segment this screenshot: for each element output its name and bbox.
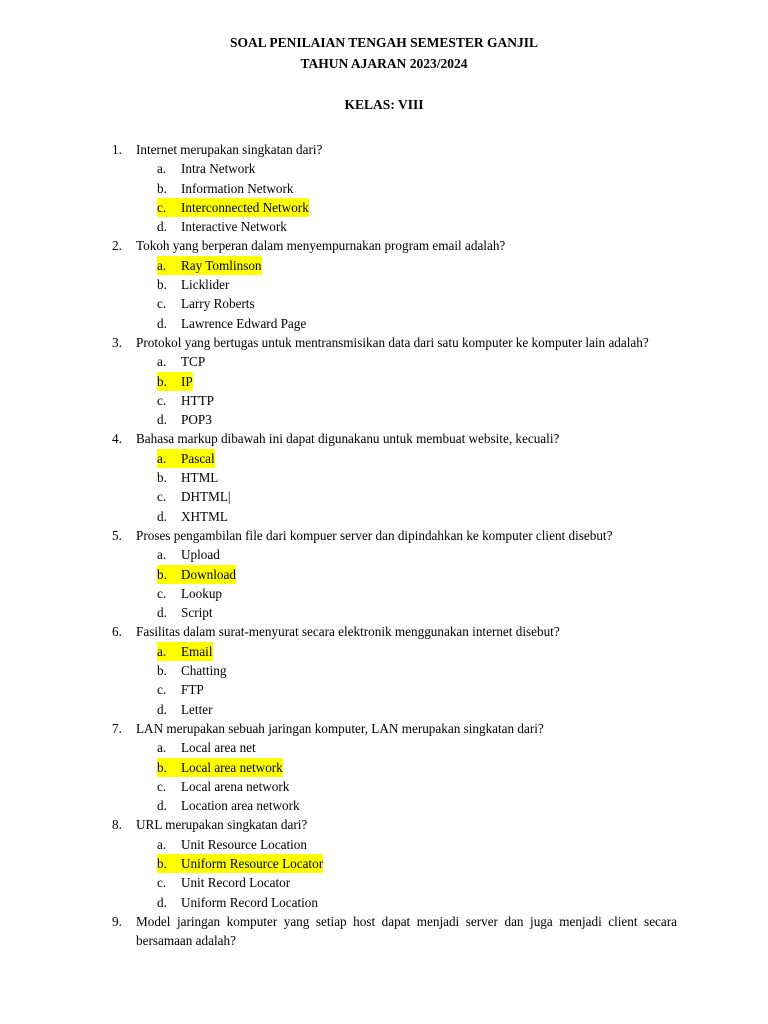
option-letter: d. — [157, 798, 167, 814]
option-letter: a. — [157, 643, 167, 659]
option-letter: c. — [157, 875, 167, 891]
option-letter: a. — [157, 740, 167, 756]
option-item — [0, 410, 768, 429]
option-text: Email — [181, 643, 213, 659]
option-text: XHTML — [181, 508, 228, 524]
option-item — [0, 217, 768, 236]
option-content — [157, 410, 212, 429]
option-item — [0, 275, 768, 294]
option-content — [157, 893, 318, 912]
option-text: TCP — [181, 354, 206, 370]
option-text: POP3 — [181, 412, 212, 428]
option-item — [0, 854, 768, 873]
option-letter: d. — [157, 315, 167, 331]
academic-year: TAHUN AJARAN 2023/2024 — [300, 56, 468, 71]
option-content — [157, 680, 204, 699]
option-letter: c. — [157, 489, 167, 505]
option-letter: d. — [157, 605, 167, 621]
option-content — [157, 391, 214, 410]
option-content — [157, 584, 222, 603]
option-item — [0, 680, 768, 699]
option-item — [0, 700, 768, 719]
option-text: Unit Record Locator — [181, 875, 291, 891]
option-letter: b. — [157, 180, 167, 196]
option-item — [0, 738, 768, 757]
option-letter: c. — [157, 392, 167, 408]
question-number: 4. — [112, 431, 122, 447]
option-letter: a. — [157, 450, 167, 466]
option-letter: c. — [157, 296, 167, 312]
option-letter: c. — [157, 585, 167, 601]
option-text: Ray Tomlinson — [181, 257, 262, 273]
option-item — [0, 198, 768, 217]
option-content — [157, 700, 212, 719]
option-item — [0, 487, 768, 506]
option-item — [0, 661, 768, 680]
question-text: URL merupakan singkatan dari? — [136, 817, 308, 833]
option-content — [157, 738, 256, 757]
option-text: Licklider — [181, 277, 230, 293]
question-number: 2. — [112, 238, 122, 254]
option-letter: c. — [157, 778, 167, 794]
option-letter: b. — [157, 759, 167, 775]
option-content — [157, 835, 307, 854]
option-item — [0, 777, 768, 796]
question-text: Proses pengambilan file dari kompuer server dan dipindahkan ke komputer client disebut? — [136, 527, 613, 543]
option-text: FTP — [181, 682, 204, 698]
option-letter: b. — [157, 566, 167, 582]
option-content — [157, 294, 255, 313]
option-content — [157, 777, 289, 796]
class-label: KELAS: VIII — [344, 97, 424, 112]
option-item — [0, 372, 768, 391]
question-text: Fasilitas dalam surat-menyurat secara elektronik menggunakan internet disebut? — [136, 624, 560, 640]
option-content — [157, 314, 306, 333]
option-text: Upload — [181, 547, 220, 563]
option-letter: a. — [157, 547, 167, 563]
option-text: Download — [181, 566, 236, 582]
option-content — [157, 545, 220, 564]
option-text: HTTP — [181, 392, 214, 408]
question-6 — [0, 622, 768, 641]
option-letter: a. — [157, 354, 167, 370]
option-item — [0, 873, 768, 892]
option-text: Local area network — [181, 759, 283, 775]
highlighted-answer — [157, 642, 213, 661]
option-text: Intra Network — [181, 161, 256, 177]
option-content — [157, 352, 205, 371]
option-text: Lookup — [181, 585, 223, 601]
question-number: 3. — [112, 334, 122, 350]
option-content — [157, 487, 231, 506]
question-text: Protokol yang bertugas untuk mentransmisikan data dari satu komputer ke komputer lain adalah? — [136, 334, 649, 350]
option-text: DHTML| — [181, 489, 231, 505]
option-letter: c. — [157, 682, 167, 698]
option-item — [0, 256, 768, 275]
option-item — [0, 179, 768, 198]
option-letter: d. — [157, 894, 167, 910]
question-4 — [0, 429, 768, 448]
question-number: 8. — [112, 817, 122, 833]
question-number: 9. — [112, 913, 122, 929]
highlighted-answer — [157, 449, 215, 468]
question-1 — [0, 140, 768, 159]
question-number: 5. — [112, 527, 122, 543]
option-item — [0, 391, 768, 410]
option-text: Interactive Network — [181, 219, 287, 235]
highlighted-answer — [157, 372, 193, 391]
question-text: LAN merupakan sebuah jaringan komputer, LAN merupakan singkatan dari? — [136, 720, 544, 736]
option-letter: b. — [157, 277, 167, 293]
option-content — [157, 179, 293, 198]
option-letter: d. — [157, 412, 167, 428]
question-5 — [0, 526, 768, 545]
option-text: IP — [181, 373, 193, 389]
option-letter: d. — [157, 701, 167, 717]
option-text: Information Network — [181, 180, 294, 196]
option-letter: a. — [157, 836, 167, 852]
option-item — [0, 468, 768, 487]
option-content — [157, 796, 300, 815]
question-3 — [0, 333, 768, 352]
option-letter: b. — [157, 373, 167, 389]
highlighted-answer — [157, 256, 262, 275]
highlighted-answer — [157, 198, 309, 217]
option-item — [0, 796, 768, 815]
option-content — [157, 507, 228, 526]
question-8 — [0, 815, 768, 834]
option-content — [157, 217, 287, 236]
option-text: Larry Roberts — [181, 296, 255, 312]
question-text: Tokoh yang berperan dalam menyempurnakan program email adalah? — [136, 238, 506, 254]
option-letter: b. — [157, 855, 167, 871]
option-content — [157, 873, 290, 892]
option-item — [0, 159, 768, 178]
exam-title: SOAL PENILAIAN TENGAH SEMESTER GANJIL — [229, 35, 539, 50]
question-number: 1. — [112, 142, 122, 157]
option-letter: b. — [157, 470, 167, 486]
option-text: Location area network — [181, 798, 300, 814]
option-item — [0, 893, 768, 912]
option-text: Local arena network — [181, 778, 290, 794]
option-item — [0, 449, 768, 468]
option-text: Letter — [181, 701, 213, 717]
option-text: Uniform Resource Locator — [181, 855, 324, 871]
highlighted-answer — [157, 854, 323, 873]
option-content — [157, 159, 255, 178]
option-text: Interconnected Network — [181, 199, 309, 215]
question-7 — [0, 719, 768, 738]
question-2 — [0, 236, 768, 255]
option-text: Uniform Record Location — [181, 894, 318, 910]
option-content — [157, 603, 213, 622]
option-item — [0, 294, 768, 313]
option-text: Local area net — [181, 740, 256, 756]
option-letter: b. — [157, 663, 167, 679]
question-text: Bahasa markup dibawah ini dapat digunakanu untuk membuat website, kecuali? — [136, 431, 560, 447]
highlighted-answer — [157, 758, 283, 777]
option-item — [0, 314, 768, 333]
option-text: Chatting — [181, 663, 227, 679]
option-item — [0, 545, 768, 564]
option-text: Unit Resource Location — [181, 836, 307, 852]
option-text: HTML — [181, 470, 219, 486]
question-number: 6. — [112, 624, 122, 640]
question-9 — [0, 912, 768, 951]
option-content — [157, 275, 229, 294]
option-item — [0, 603, 768, 622]
option-text: Script — [181, 605, 213, 621]
option-letter: d. — [157, 219, 167, 235]
option-item — [0, 835, 768, 854]
question-number: 7. — [112, 720, 122, 736]
question-text: Internet merupakan singkatan dari? — [136, 142, 323, 157]
option-item — [0, 642, 768, 661]
option-item — [0, 584, 768, 603]
option-item — [0, 758, 768, 777]
option-text: Pascal — [181, 450, 215, 466]
highlighted-answer — [157, 565, 236, 584]
option-letter: c. — [157, 199, 167, 215]
option-content — [157, 661, 226, 680]
option-item — [0, 507, 768, 526]
option-item — [0, 352, 768, 371]
question-list — [0, 140, 768, 950]
question-text: Model jaringan komputer yang setiap host dapat menjadi server dan juga menjadi client secara bersamaan adalah? — [136, 913, 677, 949]
option-content — [157, 468, 218, 487]
option-item — [0, 565, 768, 584]
option-text: Lawrence Edward Page — [181, 315, 307, 331]
option-letter: a. — [157, 161, 167, 177]
option-letter: a. — [157, 257, 167, 273]
option-letter: d. — [157, 508, 167, 524]
